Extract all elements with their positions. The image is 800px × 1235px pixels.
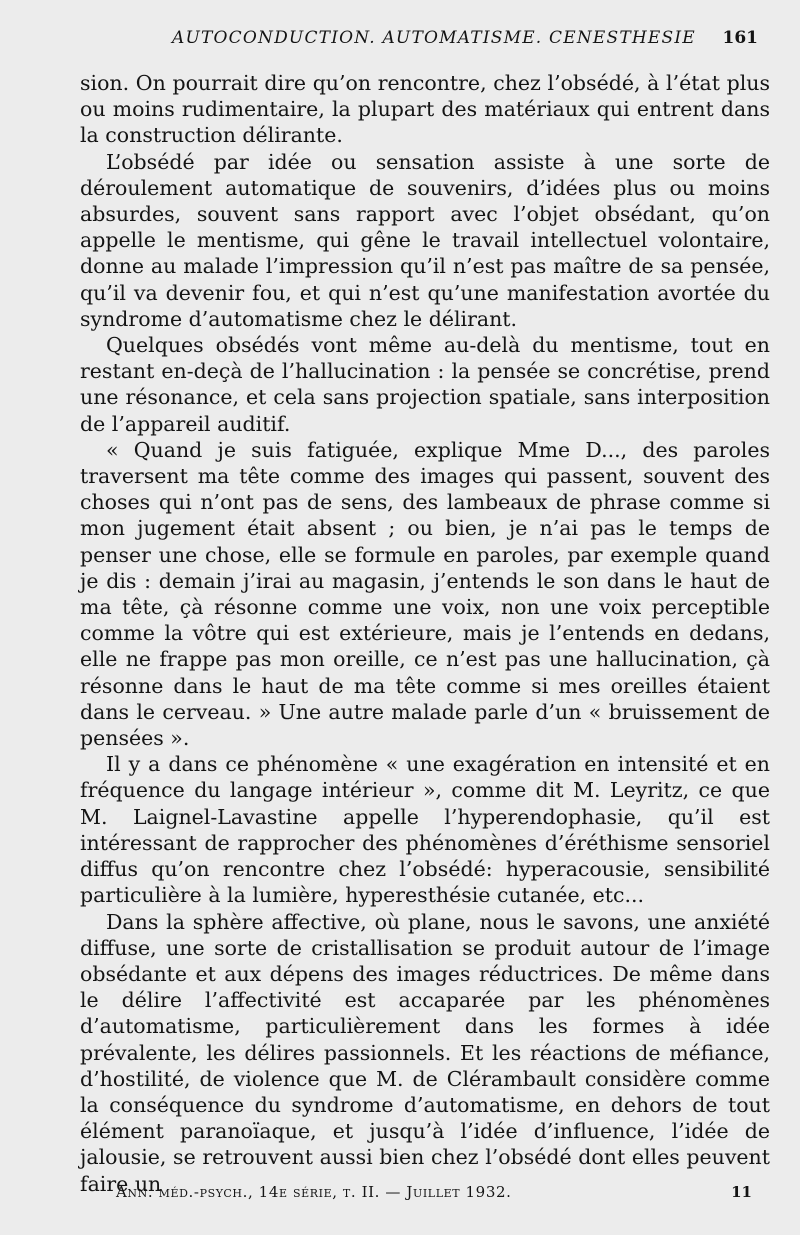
paragraph: sion. On pourrait dire qu’on rencontre, chez l’obsédé, à l’état plus ou moins rudimentaire, la plupart des matériaux qui entrent dans la construction délirante. bbox=[80, 71, 770, 148]
running-head bbox=[84, 28, 764, 54]
paragraph-quotation: « Quand je suis fatiguée, explique Mme D..., des paroles traversent ma tête comme des images qui passent, souvent des choses qui n’ont pas de sens, des lambeaux de phrase comme si mon jugement était absent ; ou bien, je n’ai pas le temps de penser une chose, elle se formule en paroles, par exemple quand je dis : demain j’irai au magasin, j’entends le son dans le haut de ma tête, çà résonne comme une voix, non une voix perceptible comme la vôtre qui est extérieure, mais je l’entends en dedans, elle ne frappe pas mon oreille, ce n’est pas une hallucination, çà résonne dans le haut de ma tête comme si mes oreilles étaient dans le cerveau. » Une autre malade parle d’un « bruissement de pensées ». bbox=[80, 437, 770, 751]
page-footer bbox=[84, 1183, 764, 1207]
paragraph: Quelques obsédés vont même au-delà du mentisme, tout en restant en-deçà de l’hallucination : la pensée se concrétise, prend une résonance, et cela sans projection spatiale, sans interposition de l’appareil auditif. bbox=[80, 333, 770, 436]
signature-mark: 11 bbox=[731, 1183, 752, 1201]
paragraph: L’obsédé par idée ou sensation assiste à une sorte de déroulement automatique de souvenirs, d’idées plus ou moins absurdes, souvent sans rapport avec l’objet obsédant, qu’on appelle le mentisme, qui gêne le travail intellectuel volontaire, donne au malade l’impression qu’il n’est pas maître de sa pensée, qu’il va devenir fou, et qui n’est qu’une manifestation avortée du syndrome d’automatisme chez le délirant. bbox=[80, 149, 770, 331]
paragraph: Il y a dans ce phénomène « une exagération en intensité et en fréquence du langage intérieur », comme dit M. Leyritz, ce que M. Laignel-Lavastine appelle l’hyperendophasie, qu’il est intéressant de rapprocher des phénomènes d’éréthisme sensoriel diffus qu’on rencontre chez l’obsédé: hyperacousie, sensibilité particulière à la lumière, hyperesthésie cutanée, etc... bbox=[80, 752, 770, 908]
running-title: AUTOCONDUCTION. AUTOMATISME. CENESTHESIE bbox=[172, 28, 696, 48]
journal-citation: Ann. méd.-psych., 14e série, t. II. — Juillet 1932. bbox=[116, 1183, 512, 1201]
paragraph: Dans la sphère affective, où plane, nous le savons, une anxiété diffuse, une sorte de cristallisation se produit autour de l’image obsédante et aux dépens des images réductrices. De même dans le délire l’affectivité est accaparée par les phénomènes d’automatisme, particulièrement dans les formes à idée prévalente, les délires passionnels. Et les réactions de méfiance, d’hostilité, de violence que M. de Clérambault considère comme la conséquence du syndrome d’automatisme, en dehors de tout élément paranoïaque, et jusqu’à l’idée d’influence, l’idée de jalousie, se retrouvent aussi bien chez l’obsédé dont elles peuvent faire un bbox=[80, 909, 770, 1196]
page-number: 161 bbox=[722, 28, 758, 48]
body-text bbox=[80, 70, 770, 1197]
